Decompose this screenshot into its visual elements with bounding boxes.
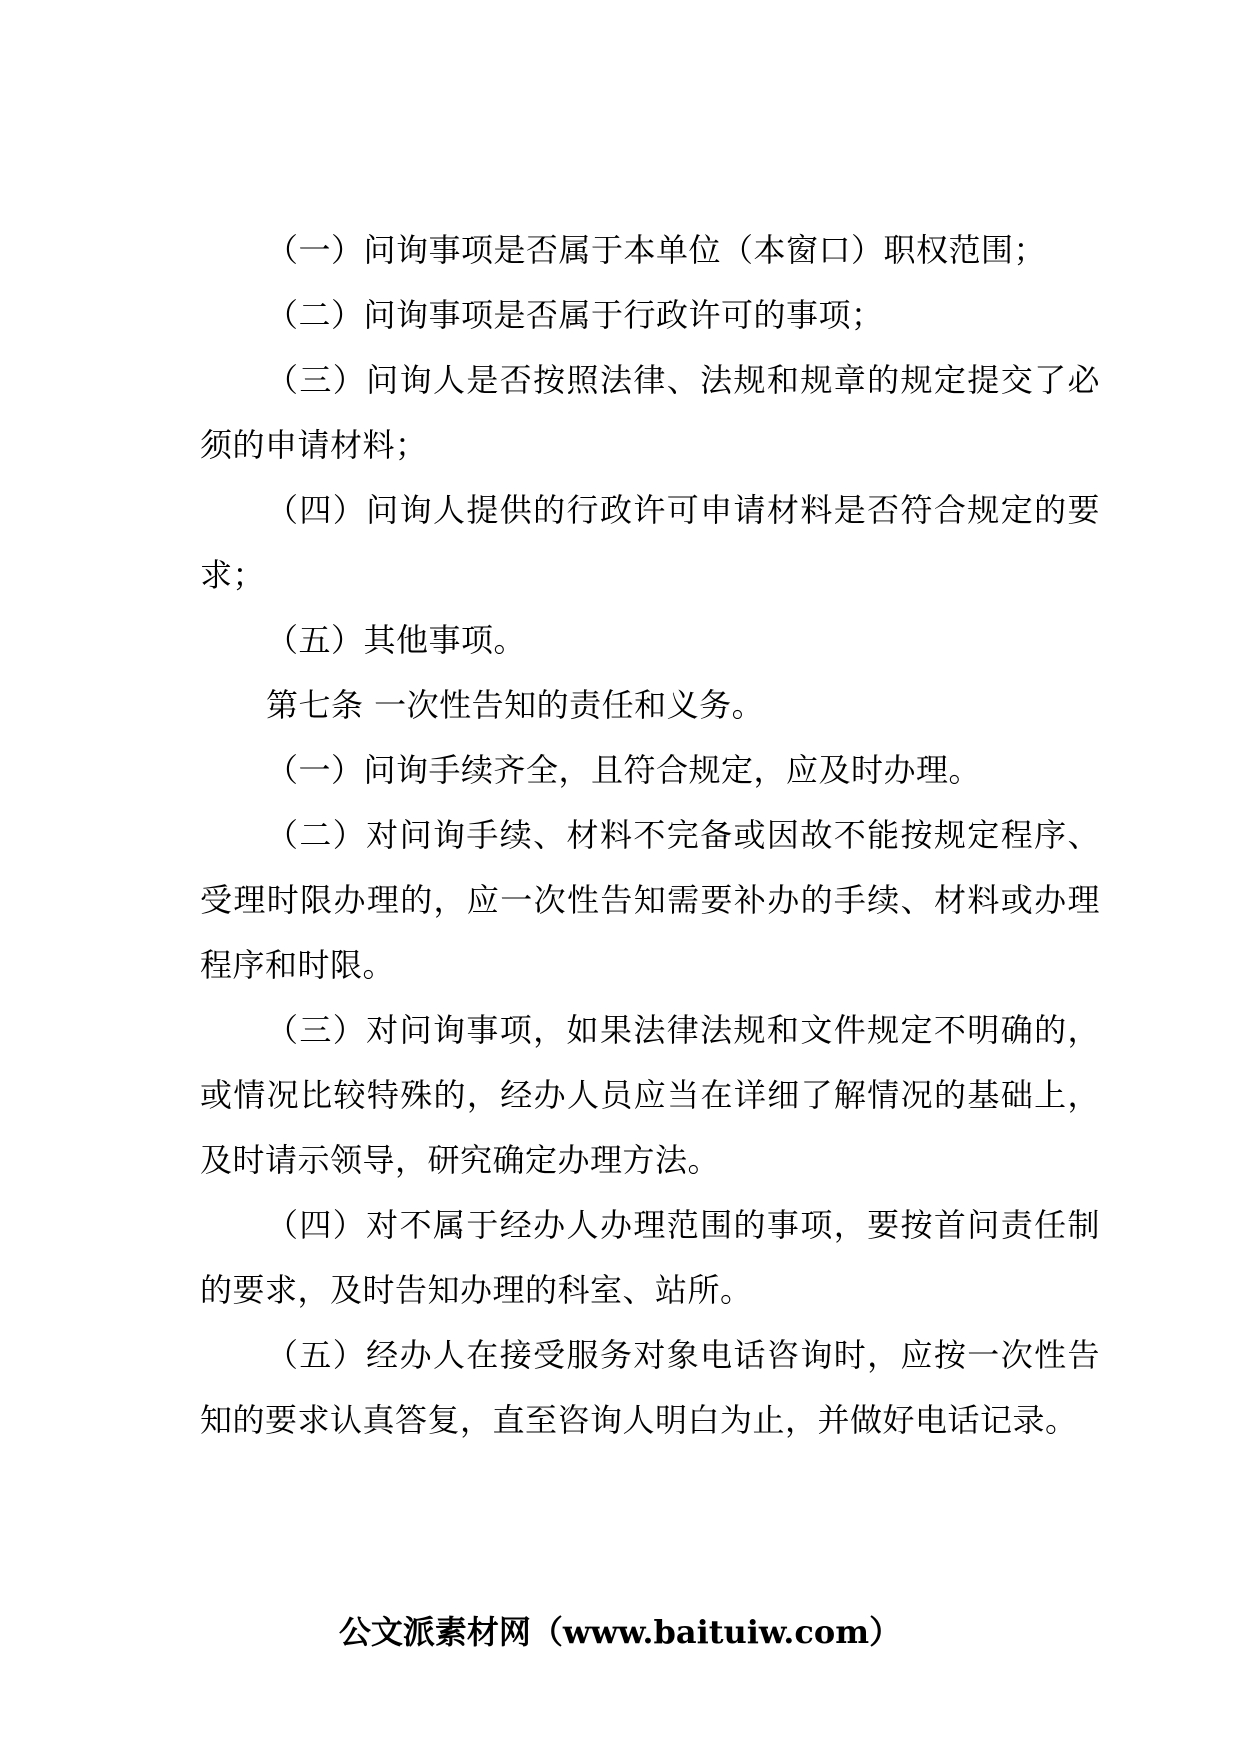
paragraph-item-10: （五）经办人在接受服务对象电话咨询时，应按一次性告知的要求认真答复，直至咨询人明白为止，并做好电话记录。 bbox=[200, 1336, 1100, 1439]
paragraph-item-5: （五）其他事项。 bbox=[266, 621, 527, 659]
paragraph-item-9: （四）对不属于经办人办理范围的事项，要按首问责任制的要求，及时告知办理的科室、站所。 bbox=[200, 1206, 1100, 1309]
paragraph-item-8: （三）对问询事项，如果法律法规和文件规定不明确的，或情况比较特殊的，经办人员应当在详细了解情况的基础上，及时请示领导，研究确定办理方法。 bbox=[200, 1011, 1100, 1179]
paragraph-item-3: （三）问询人是否按照法律、法规和规章的规定提交了必须的申请材料； bbox=[200, 361, 1100, 464]
paragraph-item-7: （二）对问询手续、材料不完备或因故不能按规定程序、受理时限办理的，应一次性告知需要补办的手续、材料或办理程序和时限。 bbox=[200, 816, 1100, 984]
article-heading: 第七条 一次性告知的责任和义务。 bbox=[266, 686, 765, 724]
paragraph-item-6: （一）问询手续齐全，且符合规定，应及时办理。 bbox=[266, 751, 982, 789]
paragraph-item-2: （二）问询事项是否属于行政许可的事项； bbox=[266, 296, 884, 334]
paragraph-item-1: （一）问询事项是否属于本单位（本窗口）职权范围； bbox=[266, 231, 1047, 269]
document-body bbox=[200, 218, 1100, 1453]
paragraph-item-4: （四）问询人提供的行政许可申请材料是否符合规定的要求； bbox=[200, 491, 1100, 594]
footer-watermark: 公文派素材网（www.baituiw.com） bbox=[338, 1613, 902, 1651]
